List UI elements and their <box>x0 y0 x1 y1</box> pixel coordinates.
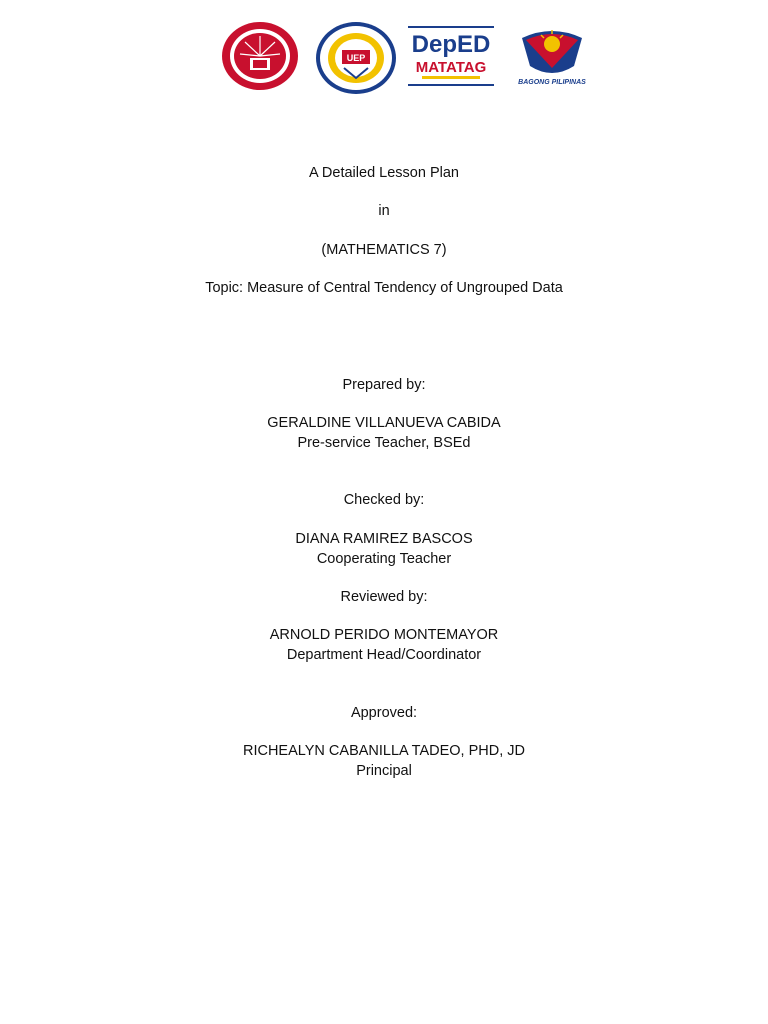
prepared-by-name: GERALDINE VILLANUEVA CABIDA <box>267 415 501 431</box>
college-of-education-logo <box>314 20 398 96</box>
matatag-text: MATATAG <box>415 59 487 76</box>
reviewed-by-role: Department Head/Coordinator <box>286 647 482 663</box>
header-logos <box>0 18 768 94</box>
checked-by-name: DIANA RAMIREZ BASCOS <box>295 531 473 547</box>
reviewed-by-name: ARNOLD PERIDO MONTEMAYOR <box>269 627 499 643</box>
approved-role: Principal <box>356 763 412 779</box>
university-seal-logo <box>220 20 300 92</box>
bagong-pilipinas-logo <box>508 24 596 88</box>
deped-matatag-logo <box>408 26 496 88</box>
prepared-by-label: Prepared by: <box>342 377 426 393</box>
deped-text: DepED <box>411 31 491 58</box>
prepared-by-role: Pre-service Teacher, BSEd <box>297 435 471 451</box>
approved-name: RICHEALYN CABANILLA TADEO, PHD, JD <box>242 743 526 759</box>
checked-by-role: Cooperating Teacher <box>316 551 452 567</box>
topic-line: Topic: Measure of Central Tendency of Ungrouped Data <box>205 280 563 296</box>
approved-label: Approved: <box>350 705 418 721</box>
checked-by-label: Checked by: <box>343 492 425 508</box>
in-text: in <box>378 203 390 219</box>
lesson-plan-title: A Detailed Lesson Plan <box>309 165 459 181</box>
reviewed-by-label: Reviewed by: <box>340 589 428 605</box>
subject-line: (MATHEMATICS 7) <box>321 242 447 258</box>
bagong-pilipinas-text: BAGONG PILIPINAS <box>518 79 586 86</box>
college-logo-inner-text: UEP <box>346 53 366 63</box>
